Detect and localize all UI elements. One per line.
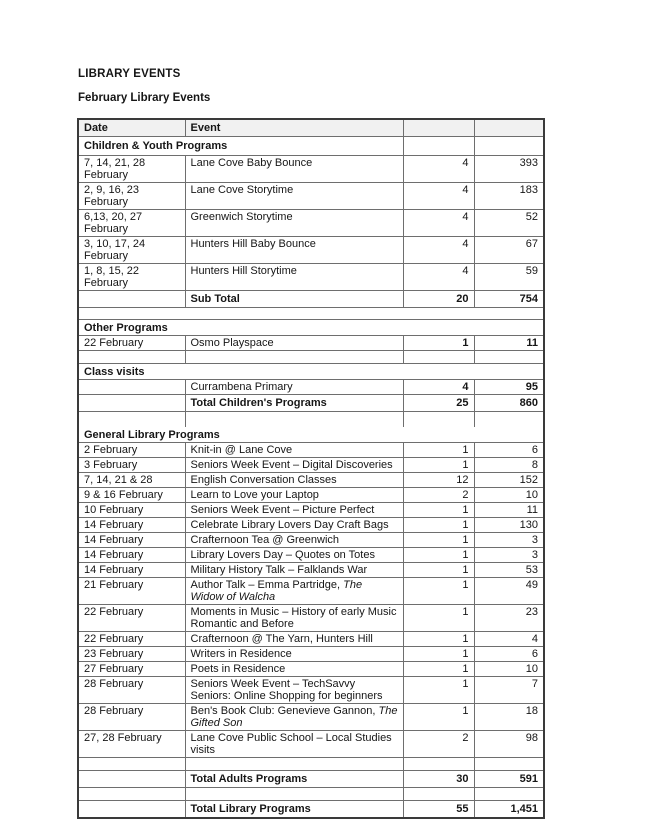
empty-cell (78, 788, 185, 801)
attendance-cell: 7 (474, 677, 544, 704)
attendance-cell: 6 (474, 647, 544, 662)
empty-cell (474, 137, 544, 156)
section-label: Children & Youth Programs (78, 137, 403, 156)
empty-cell (78, 758, 185, 771)
attendance-cell: 6 (474, 443, 544, 458)
attendance-cell: 18 (474, 704, 544, 731)
table-row (78, 662, 544, 677)
table-row (78, 320, 544, 336)
event-cell (185, 473, 403, 488)
attendance-cell: 10 (474, 488, 544, 503)
table-row (78, 458, 544, 473)
event-text-italic: The Widow of Walcha (190, 579, 363, 603)
table-row (78, 473, 544, 488)
attendance-cell: 393 (474, 156, 544, 183)
date-cell: 28 February (78, 704, 185, 731)
event-text: Ben's Book Club: Genevieve Gannon, (190, 705, 379, 717)
empty-cell (474, 351, 544, 364)
document-title: LIBRARY EVENTS (78, 68, 181, 80)
attendance-cell: 183 (474, 183, 544, 210)
attendance-cell: 95 (474, 380, 544, 395)
document-subtitle: February Library Events (78, 92, 211, 104)
event-cell (185, 443, 403, 458)
attendance-cell: 59 (474, 264, 544, 291)
sessions-cell: 1 (403, 443, 474, 458)
empty-cell (403, 788, 474, 801)
event-cell (185, 632, 403, 647)
attendance-cell: 49 (474, 578, 544, 605)
attendance-cell: 11 (474, 503, 544, 518)
date-cell: 28 February (78, 677, 185, 704)
event-text: Seniors Week Event – Picture Perfect (190, 504, 375, 516)
event-cell (185, 210, 403, 237)
total-label: Total Children's Programs (185, 395, 403, 412)
date-cell: 7, 14, 21 & 28 (78, 473, 185, 488)
event-text: English Conversation Classes (190, 474, 337, 486)
date-cell: 27, 28 February (78, 731, 185, 758)
sessions-cell: 4 (403, 264, 474, 291)
sessions-cell: 1 (403, 548, 474, 563)
table-row (78, 412, 544, 428)
sessions-cell: 4 (403, 210, 474, 237)
attendance-cell: 10 (474, 662, 544, 677)
table-row (78, 758, 544, 771)
attendance-cell: 53 (474, 563, 544, 578)
event-text: Writers in Residence (190, 648, 292, 660)
event-text: Greenwich Storytime (190, 211, 293, 223)
event-text: Author Talk – Emma Partridge, (190, 579, 344, 591)
section-label: Other Programs (78, 320, 544, 336)
event-text: Learn to Love your Laptop (190, 489, 319, 501)
table-row (78, 503, 544, 518)
attendance-cell: 591 (474, 771, 544, 788)
empty-cell (403, 351, 474, 364)
event-cell (185, 458, 403, 473)
empty-cell (78, 801, 185, 819)
attendance-cell: 52 (474, 210, 544, 237)
table-row (78, 183, 544, 210)
event-cell (185, 533, 403, 548)
table-row (78, 518, 544, 533)
sessions-cell: 1 (403, 503, 474, 518)
attendance-cell: 8 (474, 458, 544, 473)
event-cell (185, 662, 403, 677)
date-cell: 14 February (78, 518, 185, 533)
event-text: Hunters Hill Storytime (190, 265, 297, 277)
sessions-cell: 4 (403, 183, 474, 210)
table-row (78, 578, 544, 605)
event-cell (185, 563, 403, 578)
sessions-cell: 1 (403, 632, 474, 647)
event-cell (185, 704, 403, 731)
date-cell: 9 & 16 February (78, 488, 185, 503)
column-header-sessions (403, 119, 474, 137)
table-row (78, 647, 544, 662)
empty-cell (78, 291, 185, 308)
date-cell: 7, 14, 21, 28 February (78, 156, 185, 183)
sessions-cell: 55 (403, 801, 474, 819)
sessions-cell: 1 (403, 662, 474, 677)
table-row (78, 533, 544, 548)
table-row (78, 605, 544, 632)
empty-cell (403, 412, 474, 428)
event-cell (185, 336, 403, 351)
events-table (77, 118, 545, 819)
date-cell: 21 February (78, 578, 185, 605)
event-cell (185, 518, 403, 533)
sessions-cell: 12 (403, 473, 474, 488)
attendance-cell: 754 (474, 291, 544, 308)
sessions-cell: 2 (403, 488, 474, 503)
table-row (78, 395, 544, 412)
event-cell (185, 578, 403, 605)
empty-cell (78, 351, 185, 364)
date-cell: 22 February (78, 605, 185, 632)
event-text: Seniors Week Event – TechSavvy Seniors: Online Shopping for beginners (190, 678, 383, 702)
table-row (78, 563, 544, 578)
sessions-cell: 1 (403, 336, 474, 351)
event-text: Seniors Week Event – Digital Discoveries (190, 459, 393, 471)
sessions-cell: 1 (403, 605, 474, 632)
table-row (78, 443, 544, 458)
attendance-cell: 3 (474, 548, 544, 563)
event-text: Knit-in @ Lane Cove (190, 444, 293, 456)
empty-cell (185, 351, 403, 364)
empty-cell (185, 412, 403, 428)
attendance-cell: 3 (474, 533, 544, 548)
event-text: Currambena Primary (190, 381, 293, 393)
event-cell (185, 380, 403, 395)
attendance-cell: 860 (474, 395, 544, 412)
empty-cell (474, 412, 544, 428)
date-cell: 1, 8, 15, 22 February (78, 264, 185, 291)
event-text: Military History Talk – Falklands War (190, 564, 368, 576)
attendance-cell: 152 (474, 473, 544, 488)
event-cell (185, 488, 403, 503)
event-cell (185, 264, 403, 291)
table-row (78, 308, 544, 320)
date-cell: 14 February (78, 533, 185, 548)
attendance-cell: 67 (474, 237, 544, 264)
date-cell: 14 February (78, 548, 185, 563)
date-cell: 2, 9, 16, 23 February (78, 183, 185, 210)
sessions-cell: 1 (403, 533, 474, 548)
table-row (78, 704, 544, 731)
table-row (78, 156, 544, 183)
event-text: Crafternoon Tea @ Greenwich (190, 534, 340, 546)
event-cell (185, 237, 403, 264)
table-row (78, 291, 544, 308)
empty-cell (185, 788, 403, 801)
date-cell (78, 380, 185, 395)
date-cell: 22 February (78, 632, 185, 647)
event-cell (185, 677, 403, 704)
event-text: Poets in Residence (190, 663, 286, 675)
event-text: Celebrate Library Lovers Day Craft Bags (190, 519, 389, 531)
empty-cell (78, 412, 185, 428)
table-row (78, 677, 544, 704)
date-cell: 3 February (78, 458, 185, 473)
table-row (78, 801, 544, 819)
attendance-cell: 23 (474, 605, 544, 632)
event-cell (185, 156, 403, 183)
date-cell: 14 February (78, 563, 185, 578)
sessions-cell: 2 (403, 731, 474, 758)
date-cell: 22 February (78, 336, 185, 351)
table-row (78, 788, 544, 801)
attendance-cell: 4 (474, 632, 544, 647)
column-header-date: Date (78, 119, 185, 137)
sessions-cell: 20 (403, 291, 474, 308)
section-label: General Library Programs (78, 427, 544, 443)
table-row (78, 264, 544, 291)
sessions-cell: 4 (403, 237, 474, 264)
event-cell (185, 605, 403, 632)
attendance-cell: 1,451 (474, 801, 544, 819)
sessions-cell: 1 (403, 704, 474, 731)
event-text-italic: The Gifted Son (190, 705, 398, 729)
event-cell (185, 647, 403, 662)
date-cell: 10 February (78, 503, 185, 518)
table-row (78, 364, 544, 380)
table-row (78, 632, 544, 647)
empty-cell (474, 788, 544, 801)
table-row (78, 119, 544, 137)
table-row (78, 137, 544, 156)
column-header-event: Event (185, 119, 403, 137)
empty-cell (78, 395, 185, 412)
event-text: Moments in Music – History of early Music Romantic and Before (190, 606, 397, 630)
sessions-cell: 4 (403, 156, 474, 183)
attendance-cell: 130 (474, 518, 544, 533)
document-body (77, 68, 544, 819)
attendance-cell: 98 (474, 731, 544, 758)
section-label: Class visits (78, 364, 544, 380)
empty-cell (78, 771, 185, 788)
sessions-cell: 1 (403, 563, 474, 578)
sessions-cell: 4 (403, 380, 474, 395)
spacer-cell (78, 308, 544, 320)
empty-cell (474, 758, 544, 771)
table-row (78, 548, 544, 563)
event-cell (185, 503, 403, 518)
total-label: Total Library Programs (185, 801, 403, 819)
table-row (78, 336, 544, 351)
attendance-cell: 11 (474, 336, 544, 351)
date-cell: 2 February (78, 443, 185, 458)
total-label: Total Adults Programs (185, 771, 403, 788)
total-label: Sub Total (185, 291, 403, 308)
sessions-cell: 1 (403, 578, 474, 605)
table-row (78, 237, 544, 264)
empty-cell (403, 137, 474, 156)
event-text: Lane Cove Baby Bounce (190, 157, 313, 169)
table-row (78, 351, 544, 364)
event-text: Crafternoon @ The Yarn, Hunters Hill (190, 633, 373, 645)
date-cell: 23 February (78, 647, 185, 662)
event-text: Lane Cove Storytime (190, 184, 294, 196)
event-text: Hunters Hill Baby Bounce (190, 238, 316, 250)
events-table-body (78, 119, 544, 818)
sessions-cell: 1 (403, 677, 474, 704)
event-cell (185, 548, 403, 563)
event-text: Osmo Playspace (190, 337, 274, 349)
sessions-cell: 25 (403, 395, 474, 412)
sessions-cell: 1 (403, 458, 474, 473)
sessions-cell: 1 (403, 518, 474, 533)
date-cell: 6,13, 20, 27 February (78, 210, 185, 237)
table-row (78, 488, 544, 503)
event-cell (185, 731, 403, 758)
empty-cell (185, 758, 403, 771)
table-row (78, 380, 544, 395)
table-row (78, 210, 544, 237)
event-text: Lane Cove Public School – Local Studies visits (190, 732, 392, 756)
event-cell (185, 183, 403, 210)
table-row (78, 427, 544, 443)
sessions-cell: 1 (403, 647, 474, 662)
event-text: Library Lovers Day – Quotes on Totes (190, 549, 375, 561)
table-row (78, 771, 544, 788)
date-cell: 3, 10, 17, 24 February (78, 237, 185, 264)
date-cell: 27 February (78, 662, 185, 677)
table-row (78, 731, 544, 758)
sessions-cell: 30 (403, 771, 474, 788)
empty-cell (403, 758, 474, 771)
column-header-attendance (474, 119, 544, 137)
